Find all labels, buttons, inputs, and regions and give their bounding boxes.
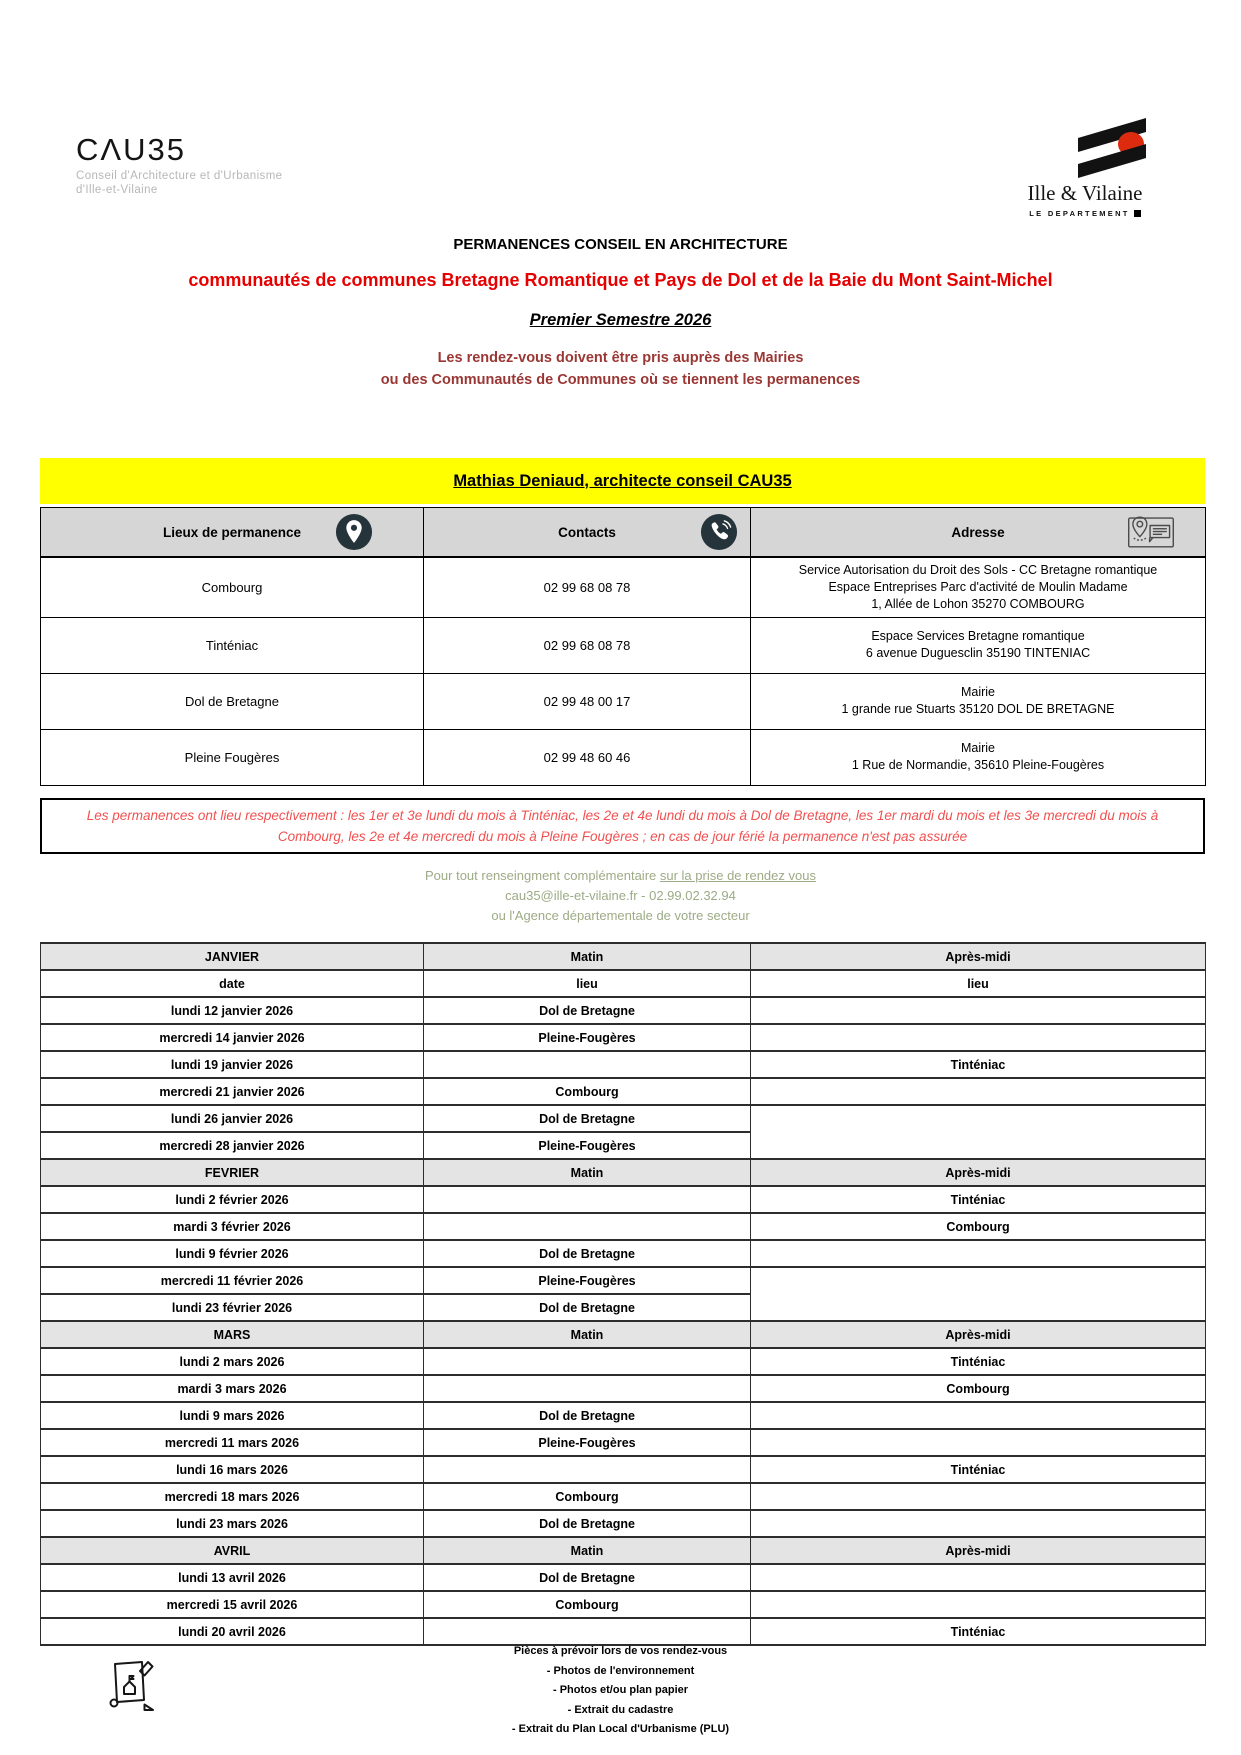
permanence-phone-cell: 02 99 48 00 17 [424,673,751,729]
contact-email-phone[interactable]: cau35@ille-et-vilaine.fr - 02.99.02.32.94 [505,888,736,903]
calendar-row [41,1078,1206,1105]
permanence-contact-table [40,507,1206,786]
calendar-apresmidi-cell: Combourg [751,1375,1206,1402]
calendar-matin-cell: Dol de Bretagne [424,997,751,1024]
cau35-logo-title: CΛU35 [76,132,186,167]
calendar-date-cell: mercredi 18 mars 2026 [41,1483,424,1510]
calendar-matin-cell [424,1348,751,1375]
calendar-date-cell: mardi 3 mars 2026 [41,1375,424,1402]
footer-item: - Photos et/ou plan papier [552,1684,689,1696]
calendar-date-cell: lundi 16 mars 2026 [41,1456,424,1483]
architect-banner-text: Mathias Deniaud, architecte conseil CAU35 [453,471,792,490]
calendar-apresmidi-cell [751,1105,1206,1159]
calendar-date-cell: mardi 3 février 2026 [41,1213,424,1240]
calendar-row [41,1375,1206,1402]
department-tagline: LE DEPARTEMENT [1012,209,1158,218]
calendar-matin-cell: Combourg [424,1483,751,1510]
calendar-month-header-row [41,943,1206,970]
permanence-address-cell: Mairie 1 Rue de Normandie, 35610 Pleine-Fougères [751,729,1206,785]
contact-table-row [41,557,1206,617]
calendar-date-cell: mercredi 28 janvier 2026 [41,1132,424,1159]
calendar-date-cell: lundi 2 février 2026 [41,1186,424,1213]
footer-item: - Extrait du Plan Local d'Urbanisme (PLU) [511,1723,730,1735]
calendar-row [41,1591,1206,1618]
cau35-logo [76,134,282,197]
calendar-date-cell: lundi 26 janvier 2026 [41,1105,424,1132]
calendar-col-apresmidi: Après-midi [751,943,1206,970]
contact-header-contacts: Contacts [424,508,751,558]
calendar-apresmidi-cell [751,1429,1206,1456]
calendar-col-apresmidi: Après-midi [751,1159,1206,1186]
appointment-notice-line2: ou des Communautés de Communes où se tiennent les permanences [380,372,861,388]
calendar-month-header-row [41,1321,1206,1348]
phone-icon [700,513,738,551]
calendar-matin-cell: Combourg [424,1591,751,1618]
page-title: PERMANENCES CONSEIL EN ARCHITECTURE [453,236,788,253]
footer-title: Pièces à prévoir lors de vos rendez-vous [513,1645,728,1657]
contact-table-header-row [41,508,1206,558]
calendar-row [41,1618,1206,1645]
calendar-month-name: AVRIL [41,1537,424,1564]
permanence-place-cell: Pleine Fougères [41,729,424,785]
calendar-row [41,1267,1206,1294]
calendar-apresmidi-cell: Tinténiac [751,1051,1206,1078]
calendar-date-cell: lundi 13 avril 2026 [41,1564,424,1591]
semester-title: Premier Semestre 2026 [529,311,712,329]
calendar-row [41,1402,1206,1429]
calendar-sublabel-row [41,970,1206,997]
calendar-col-matin: Matin [424,1537,751,1564]
calendar-col-matin: Matin [424,1321,751,1348]
calendar-apresmidi-cell [751,1267,1206,1321]
permanence-address-cell: Espace Services Bretagne romantique 6 avenue Duguesclin 35190 TINTENIAC [751,617,1206,673]
calendar-row [41,1024,1206,1051]
calendar-matin-cell: Pleine-Fougères [424,1132,751,1159]
calendar-matin-cell [424,1456,751,1483]
schedule-note-line1: Les permanences ont lieu respectivement : les 1er et 3e lundi du mois à Tinténiac, les 2e et 4e lundi du mois à Dol de Bretagne, les 1er mardi du mois et les 3e mercredi du mois à [86,808,1159,823]
calendar-date-cell: lundi 19 janvier 2026 [41,1051,424,1078]
booking-info-link[interactable]: sur la prise de rendez vous [659,868,816,883]
calendar-date-cell: lundi 9 février 2026 [41,1240,424,1267]
calendar-apresmidi-cell [751,1591,1206,1618]
calendar-row [41,1348,1206,1375]
calendar-date-cell: lundi 12 janvier 2026 [41,997,424,1024]
calendar-apresmidi-cell [751,1564,1206,1591]
calendar-row [41,1105,1206,1132]
calendar-apresmidi-cell [751,1078,1206,1105]
calendar-matin-cell: Dol de Bretagne [424,1402,751,1429]
calendar-row [41,1186,1206,1213]
calendar-apresmidi-cell: Tinténiac [751,1348,1206,1375]
footer-checklist [0,1642,1241,1740]
department-logo-square [1134,210,1141,217]
architect-banner [40,458,1205,504]
calendar-date-cell: mercredi 14 janvier 2026 [41,1024,424,1051]
contact-table-row [41,729,1206,785]
cau35-logo-subtitle [76,169,282,197]
calendar-date-cell: mercredi 21 janvier 2026 [41,1078,424,1105]
calendar-matin-cell: Combourg [424,1078,751,1105]
permanence-phone-cell: 02 99 48 60 46 [424,729,751,785]
calendar-row [41,1483,1206,1510]
permanence-place-cell: Dol de Bretagne [41,673,424,729]
calendar-month-name: FEVRIER [41,1159,424,1186]
department-name: Ille & Vilaine [1027,181,1143,205]
location-pin-icon [335,513,373,551]
calendar-sub-lieu: lieu [424,970,751,997]
calendar-row [41,1240,1206,1267]
schedule-note-line2: Combourg, les 2e et 4e mercredi du mois à Pleine Fougères ; en cas de jour férié la permanence n'est pas assurée [277,829,968,844]
contact-header-lieux: Lieux de permanence [41,508,424,558]
cau35-subtitle-line1: Conseil d'Architecture et d'Urbanisme [76,170,283,182]
ille-et-vilaine-mark-icon [1070,114,1152,180]
permanence-address-cell: Mairie 1 grande rue Stuarts 35120 DOL DE BRETAGNE [751,673,1206,729]
footer-item: - Photos de l'environnement [546,1664,695,1677]
calendar-row [41,1564,1206,1591]
address-card-icon [1125,513,1177,551]
calendar-date-cell: lundi 9 mars 2026 [41,1402,424,1429]
calendar-col-matin: Matin [424,943,751,970]
calendar-row [41,1213,1206,1240]
calendar-apresmidi-cell: Combourg [751,1213,1206,1240]
calendar-apresmidi-cell [751,1240,1206,1267]
calendar-matin-cell [424,1375,751,1402]
calendar-col-apresmidi: Après-midi [751,1537,1206,1564]
calendar-matin-cell: Dol de Bretagne [424,1564,751,1591]
calendar-matin-cell [424,1213,751,1240]
permanence-place-cell: Combourg [41,557,424,617]
schedule-note-box [40,798,1205,854]
calendar-apresmidi-cell: Tinténiac [751,1456,1206,1483]
calendar-date-cell: lundi 2 mars 2026 [41,1348,424,1375]
calendar-matin-cell: Dol de Bretagne [424,1105,751,1132]
calendar-apresmidi-cell [751,1402,1206,1429]
calendar-date-cell: mercredi 11 février 2026 [41,1267,424,1294]
calendar-date-cell: lundi 23 mars 2026 [41,1510,424,1537]
calendar-matin-cell [424,1051,751,1078]
contact-info-line3: ou l'Agence départementale de votre secteur [491,908,750,923]
calendar-matin-cell: Pleine-Fougères [424,1429,751,1456]
calendar-month-header-row [41,1537,1206,1564]
permanence-phone-cell: 02 99 68 08 78 [424,557,751,617]
calendar-apresmidi-cell [751,997,1206,1024]
permanence-calendar-table [40,942,1206,1646]
contact-header-adresse: Adresse [751,508,1206,558]
calendar-matin-cell [424,1186,751,1213]
calendar-row [41,1429,1206,1456]
calendar-date-cell: mercredi 15 avril 2026 [41,1591,424,1618]
calendar-matin-cell: Pleine-Fougères [424,1267,751,1294]
contact-table-row [41,673,1206,729]
calendar-apresmidi-cell [751,1483,1206,1510]
calendar-row [41,1456,1206,1483]
calendar-matin-cell: Dol de Bretagne [424,1510,751,1537]
communities-title: communautés de communes Bretagne Romantique et Pays de Dol et de la Baie du Mont Saint-Michel [188,270,1053,290]
calendar-apresmidi-cell [751,1024,1206,1051]
calendar-apresmidi-cell: Tinténiac [751,1618,1206,1645]
appointment-notice [0,347,1241,391]
permanence-address-cell: Service Autorisation du Droit des Sols - CC Bretagne romantique Espace Entreprises Parc d'activité de Moulin Madame 1, Allée de Lohon 35270 COMBOURG [751,557,1206,617]
calendar-matin-cell: Dol de Bretagne [424,1240,751,1267]
contact-info-block [0,866,1241,926]
calendar-date-cell: lundi 20 avril 2026 [41,1618,424,1645]
permanence-place-cell: Tinténiac [41,617,424,673]
calendar-apresmidi-cell: Tinténiac [751,1186,1206,1213]
appointment-notice-line1: Les rendez-vous doivent être pris auprès des Mairies [437,350,804,366]
calendar-sub-lieu: lieu [751,970,1206,997]
calendar-date-cell: lundi 23 février 2026 [41,1294,424,1321]
calendar-month-header-row [41,1159,1206,1186]
calendar-col-apresmidi: Après-midi [751,1321,1206,1348]
calendar-matin-cell: Pleine-Fougères [424,1024,751,1051]
contact-table-row [41,617,1206,673]
calendar-apresmidi-cell [751,1510,1206,1537]
permanence-phone-cell: 02 99 68 08 78 [424,617,751,673]
ille-et-vilaine-logo [1012,114,1158,218]
calendar-sub-date: date [41,970,424,997]
footer-item: - Extrait du cadastre [567,1703,674,1716]
calendar-matin-cell: Dol de Bretagne [424,1294,751,1321]
calendar-row [41,1510,1206,1537]
cau35-subtitle-line2: d'Ille-et-Vilaine [76,184,158,196]
calendar-row [41,997,1206,1024]
calendar-row [41,1051,1206,1078]
calendar-month-name: MARS [41,1321,424,1348]
calendar-month-name: JANVIER [41,943,424,970]
calendar-col-matin: Matin [424,1159,751,1186]
calendar-date-cell: mercredi 11 mars 2026 [41,1429,424,1456]
calendar-matin-cell [424,1618,751,1645]
contact-info-line1: Pour tout renseingment complémentaire sur la prise de rendez vous [425,868,816,883]
